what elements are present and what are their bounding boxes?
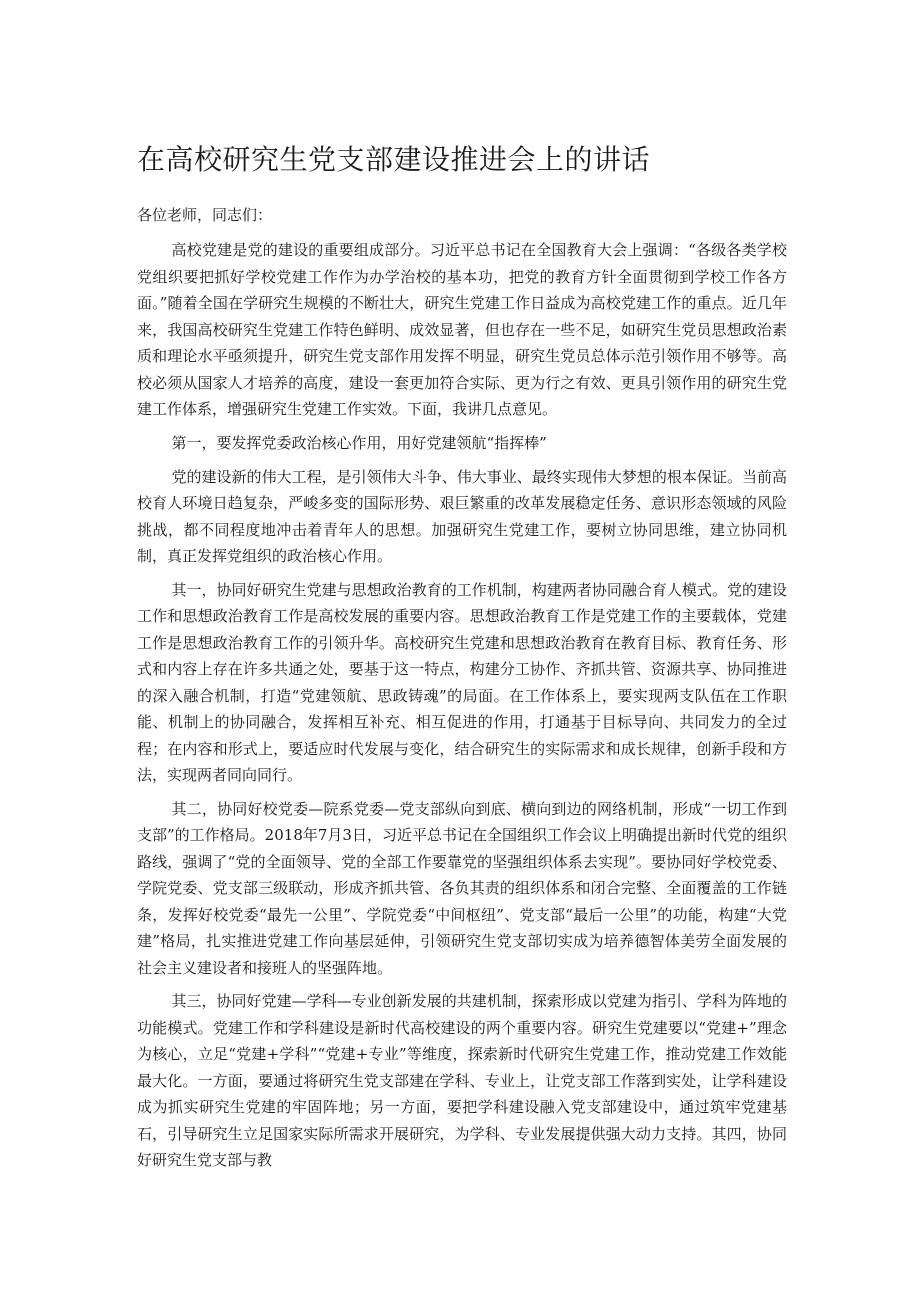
paragraph-point-two: 其二，协同好校党委—院系党委—党支部纵向到底、横向到边的网络机制，形成“一切工作到支部”的工作格局。2018年7月3日，习近平总书记在全国组织工作会议上明确提出新时代党的组织路线，强调了“党的全面领导、党的全部工作要靠党的坚强组织体系去实现”。要协同好学校党委、学院党委、党支部三级联动，形成齐抓共管、各负其责的组织体系和闭合完整、全面覆盖的工作链条，发挥好校党委“最先一公里”、学院党委“中间枢纽”、党支部“最后一公里”的功能，构建“大党建”格局，扎实推进党建工作向基层延伸，引领研究生党支部切实成为培养德智体美劳全面发展的社会主义建设者和接班人的坚强阵地。 — [137, 799, 787, 977]
paragraph-point-one: 其一，协同好研究生党建与思想政治教育的工作机制，构建两者协同融合育人模式。党的建设工作和思想政治教育工作是高校发展的重要内容。思想政治教育工作是党建工作的主要载体，党建工作是思想政治教育工作的引领升华。高校研究生党建和思想政治教育在教育目标、教育任务、形式和内容上存在许多共通之处，要基于这一特点，构建分工协作、齐抓共管、资源共享、协同推进的深入融合机制，打造“党建领航、思政铸魂”的局面。在工作体系上，要实现两支队伍在工作职能、机制上的协同融合，发挥相互补充、相互促进的作用，打通基于目标导向、共同发力的全过程；在内容和形式上，要适应时代发展与变化，结合研究生的实际需求和成长规律，创新手段和方法，实现两者同向同行。 — [137, 580, 787, 784]
salutation: 各位老师，同志们： — [137, 206, 273, 224]
paragraph-party-building: 党的建设新的伟大工程，是引领伟大斗争、伟大事业、最终实现伟大梦想的根本保证。当前高校育人环境日趋复杂，严峻多变的国际形势、艰巨繁重的改革发展稳定任务、意识形态领域的风险挑战，都不同程度地冲击着青年人的思想。加强研究生党建工作，要树立协同思维，建立协同机制，真正发挥党组织的政治核心作用。 — [137, 467, 787, 565]
document-body — [137, 140, 787, 1181]
section-heading-first: 第一，要发挥党委政治核心作用，用好党建领航“指挥棒” — [171, 433, 547, 452]
paragraph-point-three: 其三，协同好党建—学科—专业创新发展的共建机制，探索形成以党建为指引、学科为阵地的功能模式。党建工作和学科建设是新时代高校建设的两个重要内容。研究生党建要以“党建+”理念为核心，立足“党建+学科”“党建+专业”等维度，探索新时代研究生党建工作，推动党建工作效能最大化。一方面，要通过将研究生党支部建在学科、专业上，让党支部工作落到实处，让学科建设成为抓实研究生党建的牢固阵地；另一方面，要把学科建设融入党支部建设中，通过筑牢党建基石，引导研究生立足国家实际所需求开展研究，为学科、专业发展提供强大动力支持。其四，协同好研究生党支部与教 — [137, 992, 787, 1169]
paragraph-intro: 高校党建是党的建设的重要组成部分。习近平总书记在全国教育大会上强调：“各级各类学校党组织要把抓好学校党建工作作为办学治校的基本功，把党的教育方针全面贯彻到学校工作各方面。”随着全国在学研究生规模的不断壮大，研究生党建工作日益成为高校党建工作的重点。近几年来，我国高校研究生党建工作特色鲜明、成效显著，但也存在一些不足，如研究生党员思想政治素质和理论水平亟须提升，研究生党支部作用发挥不明显，研究生党员总体示范引领作用不够等。高校必须从国家人才培养的高度，建设一套更加符合实际、更为行之有效、更具引领作用的研究生党建工作体系，增强研究生党建工作实效。下面，我讲几点意见。 — [137, 241, 787, 418]
document-title: 在高校研究生党支部建设推进会上的讲话 — [137, 143, 651, 176]
